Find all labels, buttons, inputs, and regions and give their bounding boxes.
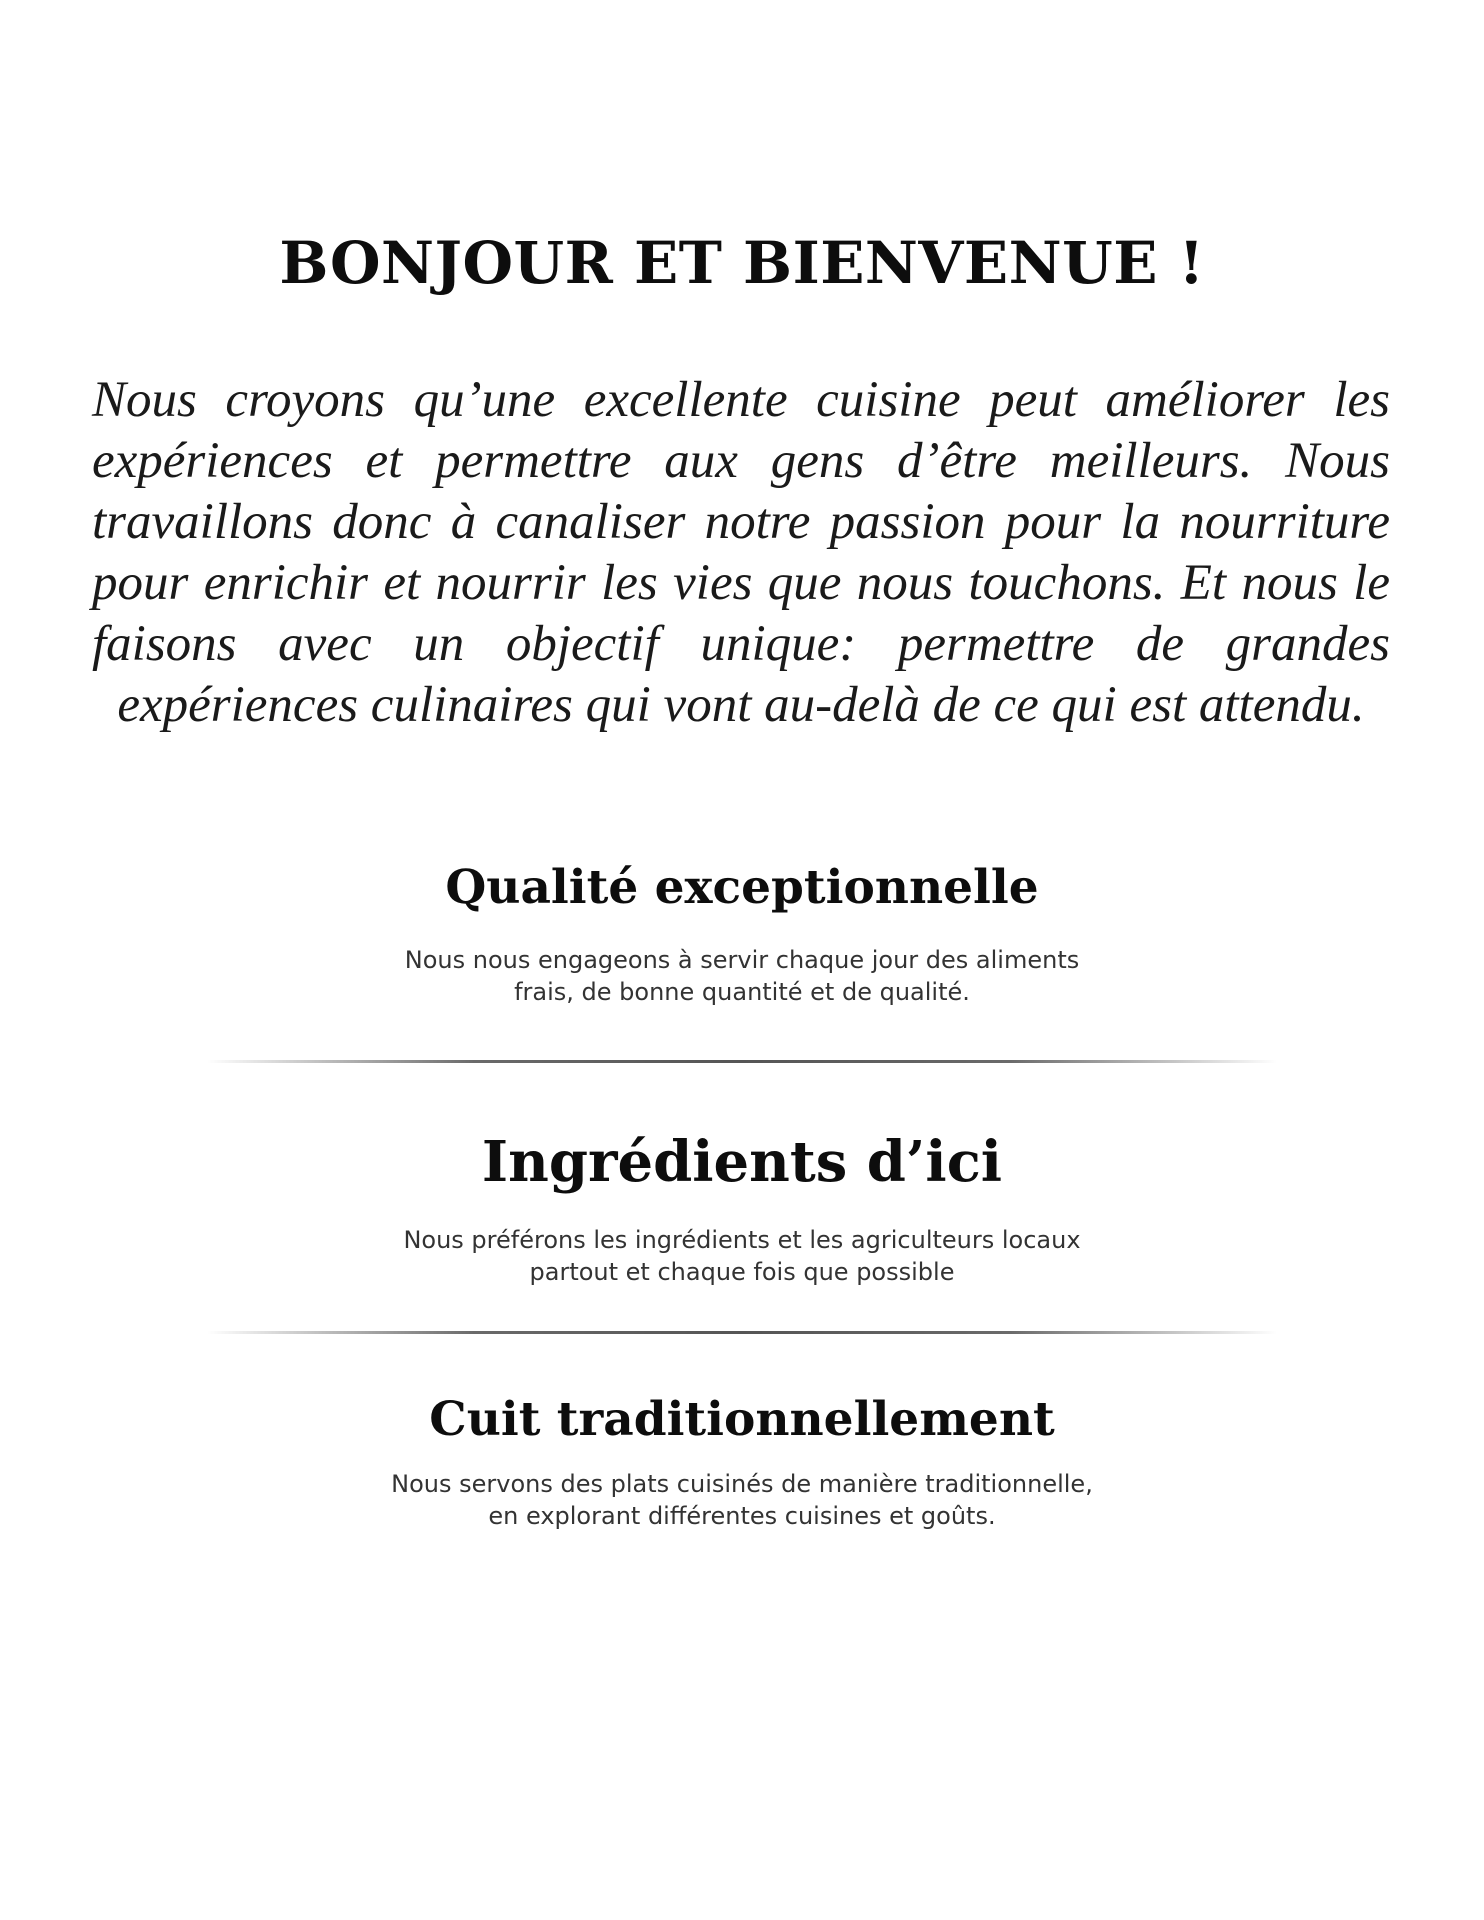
section-divider xyxy=(207,1060,1277,1063)
feature-description-line: Nous nous engageons à servir chaque jour des aliments xyxy=(404,945,1080,974)
feature-title: Ingrédients d’ici xyxy=(481,1129,1003,1195)
feature-description xyxy=(342,1468,1142,1532)
intro-paragraph: Nous croyons qu’une excellente cuisine peut améliorer les expériences et permettre aux gens d’être meilleurs. Nous travaillons donc à canaliser notre passion pour la nourriture pour enrichir et nourrir les vies que nous touchons. Et nous le faisons avec un objectif unique: permettre de grandes expériences culinaires qui vont au-delà de ce qui est attendu. xyxy=(92,372,1390,733)
feature-description-line: frais, de bonne quantité et de qualité. xyxy=(514,977,970,1006)
feature-description-line: en explorant différentes cuisines et goûts. xyxy=(488,1501,996,1530)
feature-description-line: Nous préférons les ingrédients et les agriculteurs locaux xyxy=(403,1225,1081,1254)
feature-local-ingredients xyxy=(0,1129,1484,1288)
feature-description xyxy=(342,1224,1142,1288)
feature-description-line: partout et chaque fois que possible xyxy=(529,1257,955,1286)
feature-quality xyxy=(0,862,1484,1008)
feature-title: Qualité exceptionnelle xyxy=(445,860,1039,915)
feature-description-line: Nous servons des plats cuisinés de manière traditionnelle, xyxy=(391,1469,1093,1498)
feature-traditional-cooking xyxy=(0,1394,1484,1532)
page-title: BONJOUR ET BIENVENUE ! xyxy=(279,229,1205,297)
feature-title: Cuit traditionnellement xyxy=(429,1392,1055,1447)
section-divider xyxy=(207,1331,1277,1334)
feature-description xyxy=(342,944,1142,1008)
